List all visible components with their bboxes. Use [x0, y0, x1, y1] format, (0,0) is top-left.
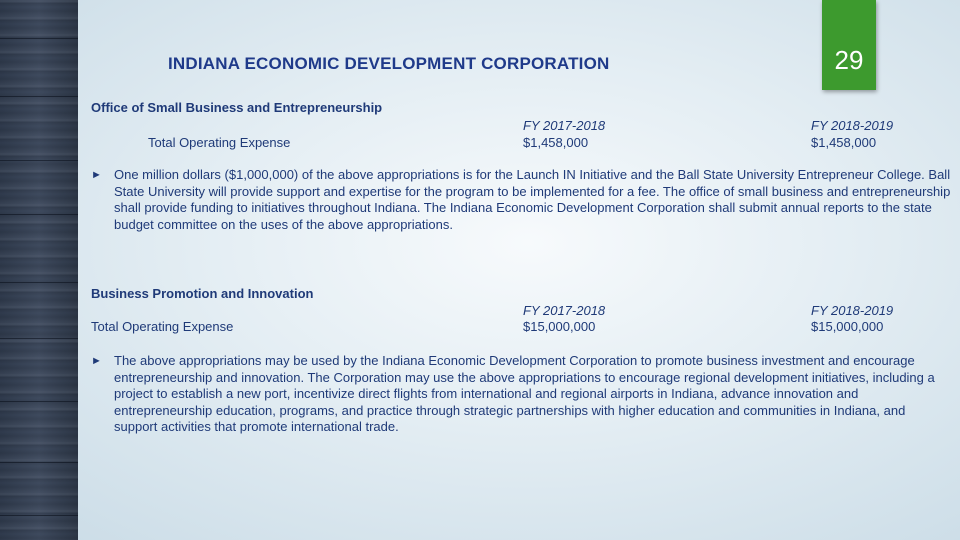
- bullet-paragraph: [91, 167, 951, 233]
- fy2-value: $15,000,000: [811, 319, 884, 334]
- fy1-label: FY 2017-2018: [523, 303, 606, 318]
- row-label: Total Operating Expense: [148, 135, 291, 150]
- bullet-arrow-icon: ►: [91, 169, 102, 181]
- fy2-label: FY 2018-2019: [811, 118, 894, 133]
- bullet-text: One million dollars ($1,000,000) of the above appropriations is for the Launch IN Initiative and the Ball State University Entrepreneur College. Ball State University will provide support and expertise for the program to be implemented for a fee. The office of small business and entrepreneurship shall provide funding to initiatives throughout Indiana. The Indiana Economic Development Corporation shall submit annual reports to the state budget committee on the uses of the above appropriations.: [114, 167, 951, 232]
- bullet-arrow-icon: ►: [91, 355, 102, 367]
- fy2-value: $1,458,000: [811, 135, 877, 150]
- section-heading-small-business: Office of Small Business and Entrepreneurship: [91, 100, 383, 115]
- fy1-label: FY 2017-2018: [523, 118, 606, 133]
- fy2-label: FY 2018-2019: [811, 303, 894, 318]
- slide-title: INDIANA ECONOMIC DEVELOPMENT CORPORATION: [168, 54, 610, 73]
- row-label: Total Operating Expense: [91, 319, 234, 334]
- page-number-badge: [822, 0, 876, 90]
- page-number: 29: [834, 45, 864, 75]
- bullet-text: The above appropriations may be used by the Indiana Economic Development Corporation to promote business investment and encourage entrepreneurship and innovation. The Corporation may use the above appropriations to encourage regional development initiatives, including a project to establish a new port, incentivize direct flights from international and regional airports in Indiana, advance innovation and entrepreneurship education, programs, and practice through strategic partnerships with higher education and communities in Indiana, and support activities that promote international trade.: [114, 353, 935, 434]
- bullet-paragraph: [91, 353, 951, 436]
- fy1-value: $15,000,000: [523, 319, 596, 334]
- wood-sidebar: [0, 0, 78, 540]
- fy1-value: $1,458,000: [523, 135, 589, 150]
- section-heading-business-promotion: Business Promotion and Innovation: [91, 286, 314, 301]
